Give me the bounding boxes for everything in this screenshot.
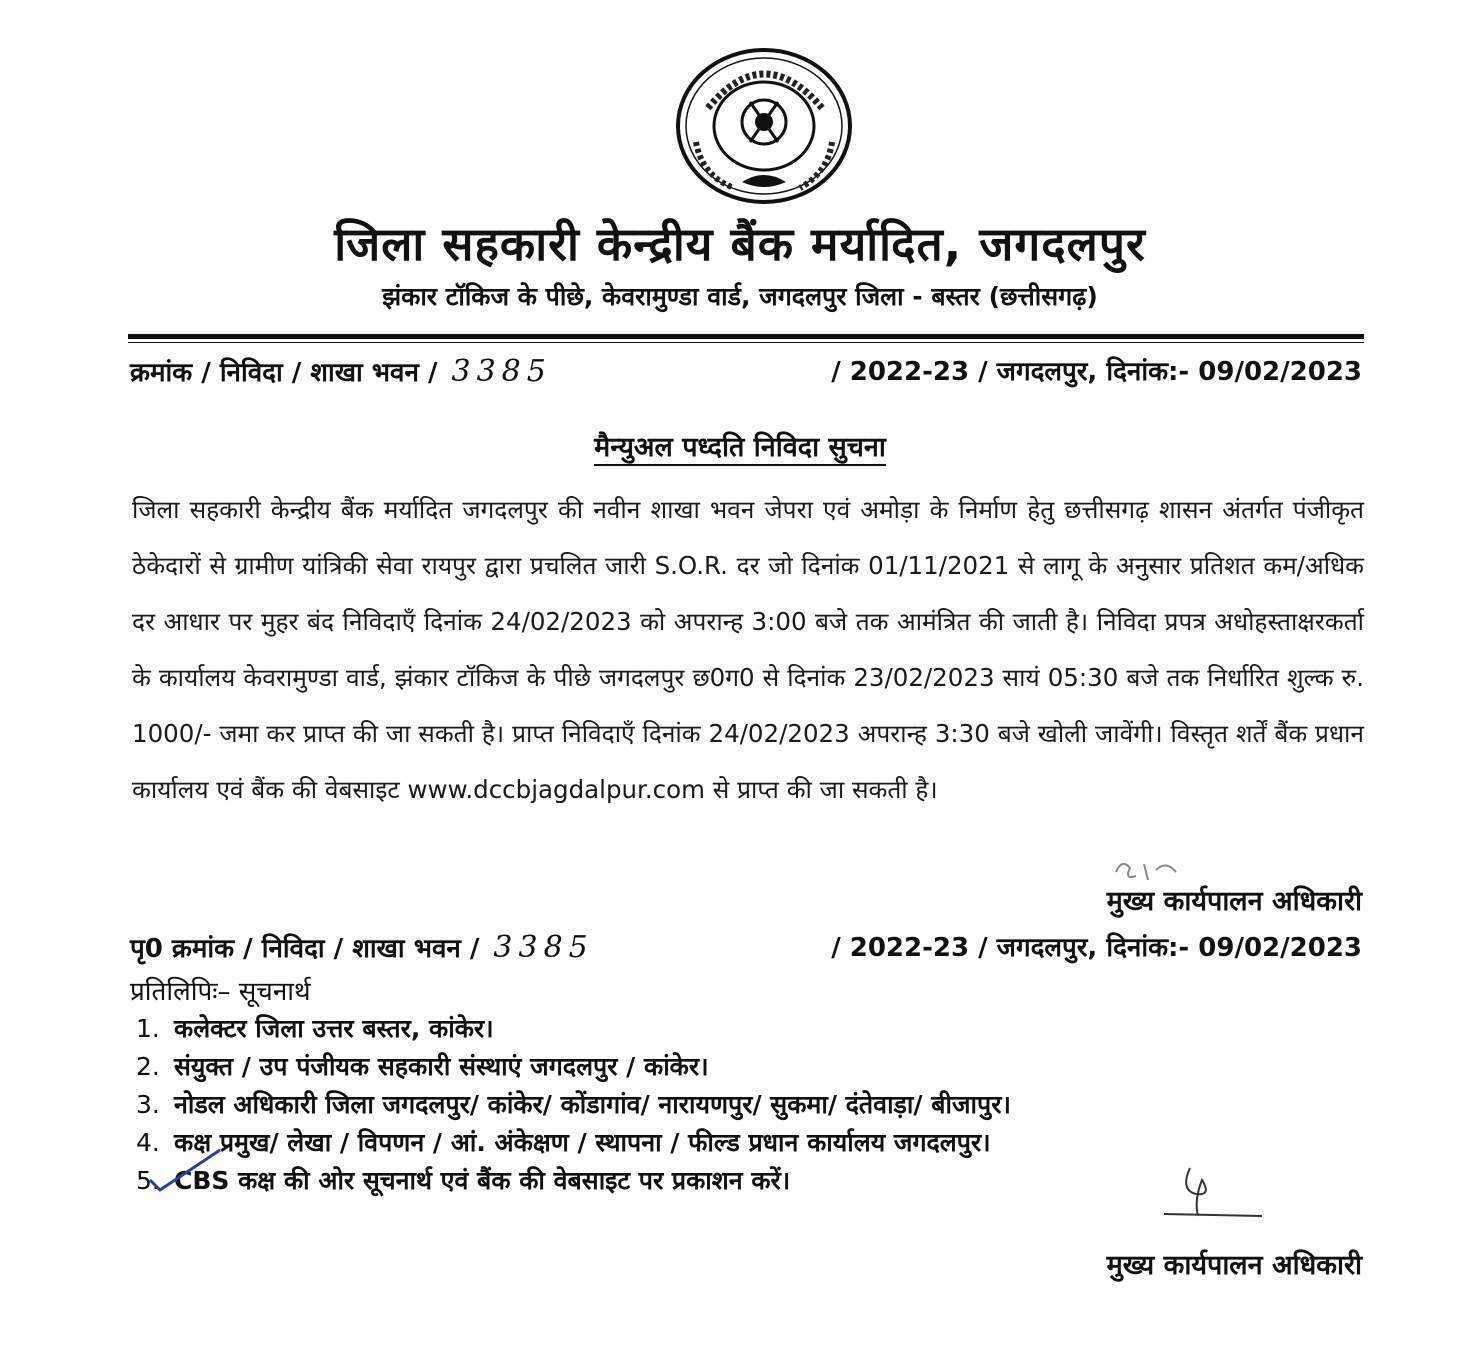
reference-line [130, 352, 1362, 392]
copy-reference-date: / 2022-23 / जगदलपुर, दिनांक:- 09/02/2023 [831, 933, 1362, 963]
list-item-number: 3. [136, 1090, 160, 1119]
reference-prefix: क्रमांक / निविदा / शाखा भवन / [130, 358, 438, 388]
copy-reference-number: 3385 [493, 930, 594, 965]
list-item-text: संयुक्त / उप पंजीयक सहकारी संस्थाएं जगदलपुर / कांकेर। [174, 1052, 709, 1081]
reference-number: 3385 [451, 354, 552, 389]
list-item [136, 1124, 1376, 1162]
list-item-text: कलेक्टर जिला उत्तर बस्तर, कांकेर। [174, 1014, 494, 1043]
list-item [136, 1086, 1376, 1124]
handwritten-signature [1150, 1160, 1270, 1230]
bank-seal-logo [672, 46, 856, 206]
copy-to-label: प्रतिलिपिः– सूचनार्थ [130, 977, 311, 1007]
signatory-title: मुख्य कार्यपालन अधिकारी [1106, 886, 1362, 917]
list-item-number: 2. [136, 1052, 160, 1081]
notice-title-text: मैन्युअल पध्दति निविदा सुचना [594, 432, 886, 466]
copy-reference-prefix: पृ0 क्रमांक / निविदा / शाखा भवन / [130, 934, 480, 964]
list-item-text: नोडल अधिकारी जिला जगदलपुर/ कांकेर/ कोंडागांव/ नारायणपुर/ सुकमा/ दंतेवाड़ा/ बीजापुर। [174, 1090, 1011, 1119]
check-mark-icon [146, 1144, 226, 1194]
list-item-number: 5. [136, 1166, 160, 1195]
signatory-title-bottom: मुख्य कार्यपालन अधिकारी [1106, 1250, 1362, 1281]
notice-body: जिला सहकारी केन्द्रीय बैंक मर्यादित जगदलपुर की नवीन शाखा भवन जेपरा एवं अमोड़ा के निर्माण हेतु छत्तीसगढ़ शासन अंतर्गत पंजीकृत ठेकेदारों से ग्रामीण यांत्रिकी सेवा रायपुर द्वारा प्रचलित जारी S.O.R. दर जो दिनांक 01/11/2021 से लागू के अनुसार प्रतिशत कम/अधिक दर आधार पर मुहर बंद निविदाएँ दिनांक 24/02/2023 को अपरान्ह 3:00 बजे तक आमंत्रित की जाती है। निविदा प्रपत्र अधोहस्ताक्षरकर्ता के कार्यालय केवरामुण्डा वार्ड, झंकार टॉकिज के पीछे जगदलपुर छ0ग0 से दिनांक 23/02/2023 सायं 05:30 बजे तक निर्धारित शुल्क रु. 1000/- जमा कर प्राप्त की जा सकती है। प्राप्त निविदाएँ दिनांक 24/02/2023 अपरान्ह 3:30 बजे खोली जावेंगी। विस्तृत शर्तें बैंक प्रधान कार्यालय एवं बैंक की वेबसाइट www.dccbjagdalpur.com से प्राप्त की जा सकती है। [132, 495, 1364, 804]
header-divider-thin [128, 342, 1364, 343]
reference-date: / 2022-23 / जगदलपुर, दिनांक:- 09/02/2023 [831, 357, 1362, 387]
copy-reference-line [130, 928, 1362, 968]
list-item-number: 1. [136, 1014, 160, 1043]
bank-name-heading: जिला सहकारी केन्द्रीय बैंक मर्यादित, जगदलपुर [334, 217, 1146, 271]
list-item-number: 4. [136, 1128, 160, 1157]
copy-reference-left [130, 928, 594, 969]
list-item [136, 1048, 1376, 1086]
list-item [136, 1010, 1376, 1048]
notice-title [120, 428, 1360, 468]
header-divider [128, 334, 1364, 339]
list-item-text: कक्ष प्रमुख/ लेखा / विपणन / आं. अंकेक्षण / स्थापना / फील्ड प्रधान कार्यालय जगदलपुर। [174, 1128, 991, 1157]
bank-address: झंकार टॉकिज के पीछे, केवरामुण्डा वार्ड, जगदलपुर जिला - बस्तर (छत्तीसगढ़) [382, 282, 1098, 311]
list-item-text: CBS कक्ष की ओर सूचनार्थ एवं बैंक की वेबसाइट पर प्रकाशन करें। [174, 1166, 791, 1195]
reference-left [130, 352, 552, 393]
